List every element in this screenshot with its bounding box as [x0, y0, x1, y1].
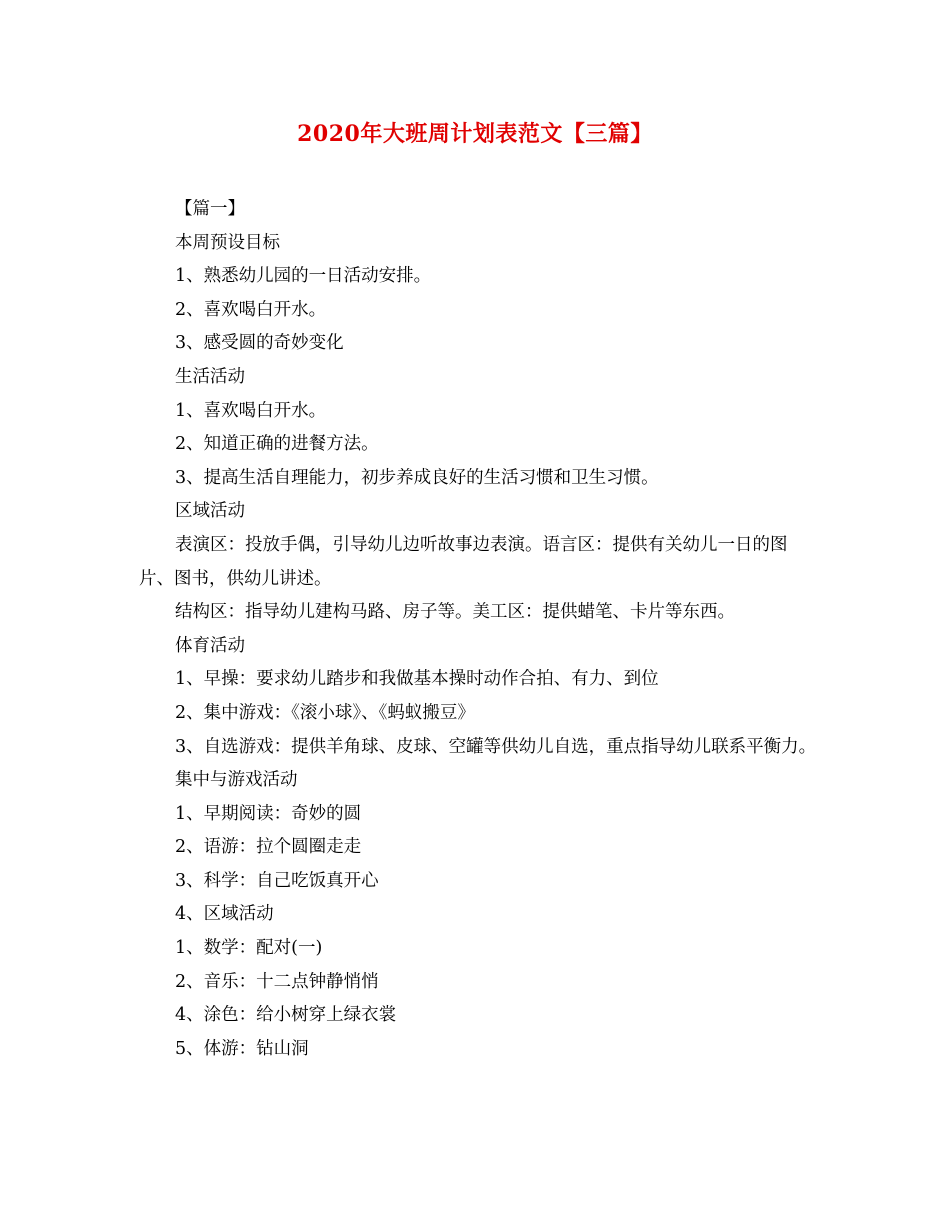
paragraph-line: 生活活动	[175, 366, 245, 387]
paragraph-line: 4、区域活动	[175, 904, 274, 925]
paragraph-line: 3、提高生活自理能力，初步养成良好的生活习惯和卫生习惯。	[175, 467, 659, 488]
paragraph-line: 3、科学：自己吃饭真开心	[175, 870, 379, 891]
paragraph-line: 体育活动	[175, 635, 245, 656]
paragraph-line: 结构区：指导幼儿建构马路、房子等。美工区：提供蜡笔、卡片等东西。	[175, 602, 735, 623]
paragraph-line: 1、熟悉幼儿园的一日活动安排。	[175, 266, 432, 287]
paragraph-line: 表演区：投放手偶，引导幼儿边听故事边表演。语言区：提供有关幼儿一日的图片、图书，供幼儿讲述。	[139, 534, 788, 589]
paragraph-line: 2、集中游戏：《滚小球》、《蚂蚁搬豆》	[175, 702, 475, 723]
paragraph-line: 1、数学：配对(一)	[175, 938, 323, 959]
paragraph-line: 集中与游戏活动	[175, 770, 298, 791]
paragraph-line: 【篇一】	[175, 199, 245, 219]
paragraph-line: 1、喜欢喝白开水。	[175, 400, 327, 421]
paragraph-line: 2、喜欢喝白开水。	[175, 299, 327, 320]
paragraph-line: 1、早操：要求幼儿踏步和我做基本操时动作合拍、有力、到位	[175, 669, 659, 690]
paragraph-line: 5、体游：钻山洞	[175, 1038, 309, 1059]
paragraph-line: 2、知道正确的进餐方法。	[175, 434, 379, 455]
paragraph-line: 2、音乐：十二点钟静悄悄	[175, 971, 379, 992]
paragraph-line: 区域活动	[175, 501, 245, 522]
paragraph-line: 4、涂色：给小树穿上绿衣裳	[175, 1005, 397, 1026]
paragraph-line: 2、语游：拉个圆圈走走	[175, 837, 362, 858]
paragraph-line: 3、自选游戏：提供羊角球、皮球、空罐等供幼儿自选，重点指导幼儿联系平衡力。	[175, 736, 817, 757]
paragraph-line: 本周预设目标	[175, 232, 280, 253]
document-title: 2020年大班周计划表范文【三篇】	[297, 121, 653, 147]
paragraph-line: 3、感受圆的奇妙变化	[175, 333, 344, 354]
paragraph-line: 1、早期阅读：奇妙的圆	[175, 803, 362, 824]
document-body	[139, 193, 819, 1066]
